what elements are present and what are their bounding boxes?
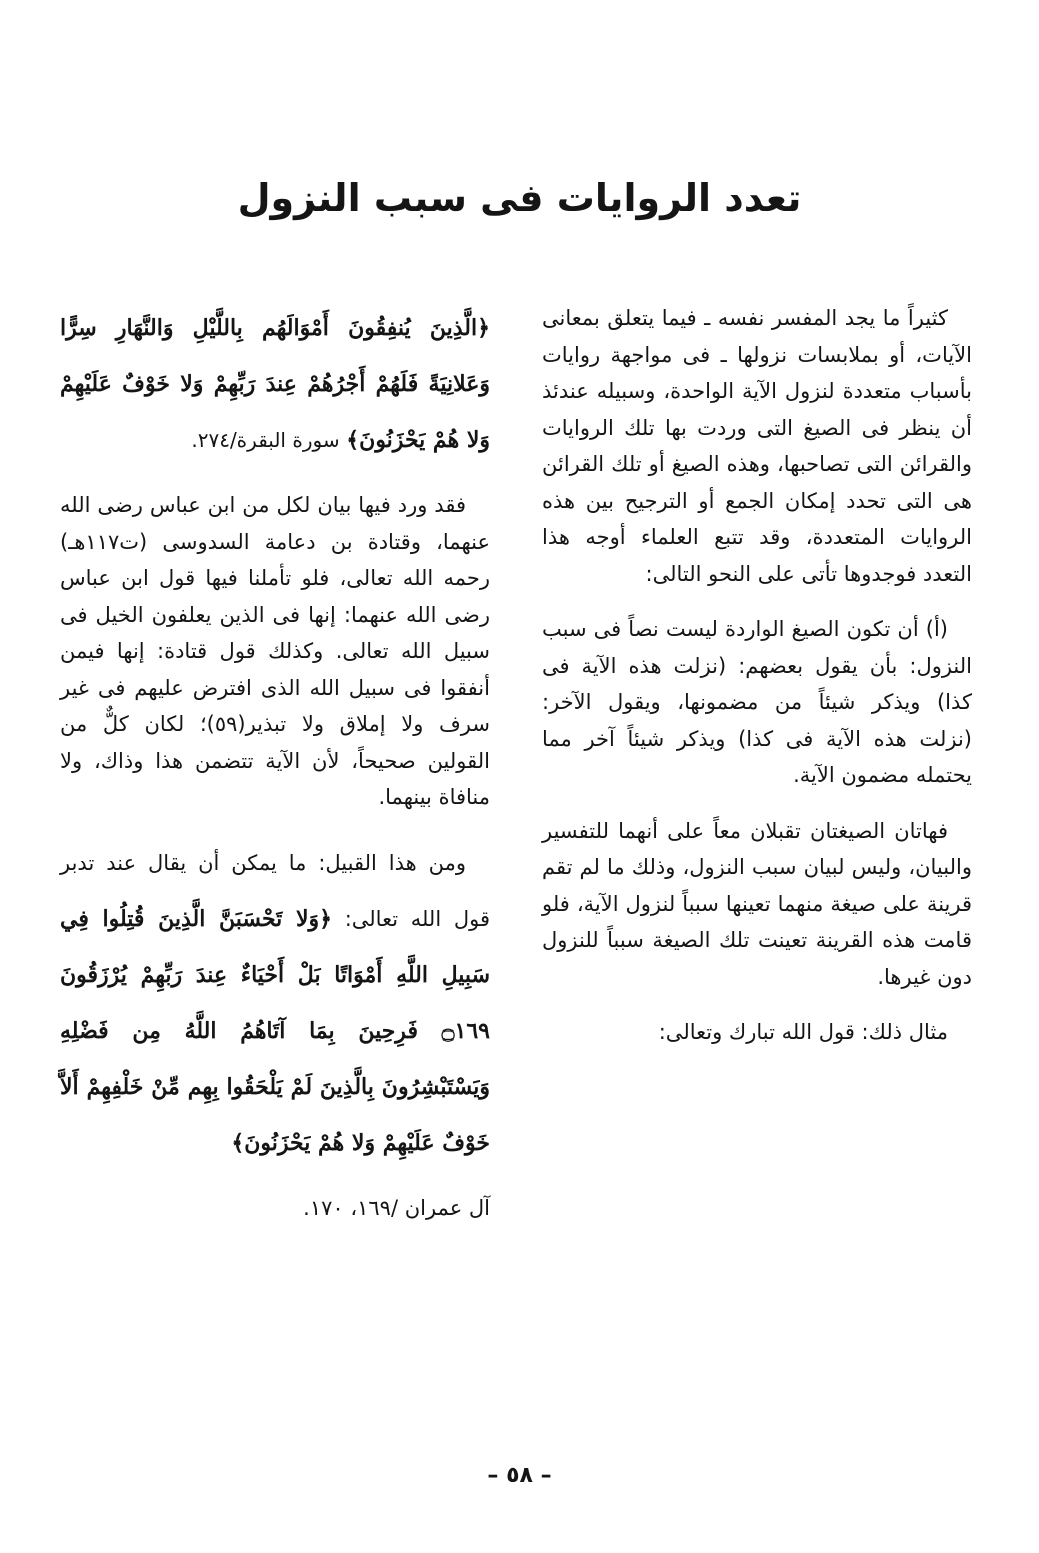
verse-reference: سورة البقرة/٢٧٤. [191,428,340,452]
verse-block [60,300,490,468]
verse-reference: آل عمران /١٦٩، ١٧٠. [303,1195,490,1220]
verse-block [60,835,490,1171]
paragraph: (أ) أن تكون الصيغ الواردة ليست نصاً فى سبب النزول: بأن يقول بعضهم: (نزلت هذه الآية فى كذا) ويذكر شيئاً من مضمونها، ويقول الآخر: (نزلت هذه الآية فى كذا) ويذكر شيئاً آخر مما يحتمله مضمون الآية. [542,617,972,787]
right-column [542,300,972,1070]
page-title: تعدد الروايات فى سبب النزول [237,176,802,220]
paragraph: فهاتان الصيغتان تقبلان معاً على أنهما للتفسير والبيان، وليس لبيان سبب النزول، وذلك ما لم تقم قرينة على صيغة منهما تعينها سبباً لنزول الآية، فلو قامت هذه القرينة تعينت تلك الصيغة سبباً للنزول دون غيرها. [542,818,972,989]
paragraph-intro: ومن هذا القبيل: ما يمكن أن يقال عند تدبر قول الله تعالى: [60,850,490,931]
left-column [60,300,490,1245]
paragraph: مثال ذلك: قول الله تبارك وتعالى: [658,1020,948,1044]
page-number: – ٥٨ – [487,1463,552,1488]
paragraph: كثيراً ما يجد المفسر نفسه ـ فيما يتعلق بمعانى الآيات، أو بملابسات نزولها ـ فى مواجهة روايات بأسباب متعددة لنزول الآية الواحدة، وسبيله عندئذ أن ينظر فى الصيغ التى وردت بها تلك الروايات والقرائن التى تصاحبها، وهذه الصيغ أو تلك القرائن هى التى تحدد إمكان الجمع أو الترجيح بين هذه الروايات المتعددة، وقد تتبع العلماء أوجه هذا التعدد فوجدوها تأتى على النحو التالى: [542,306,972,586]
paragraph: فقد ورد فيها بيان لكل من ابن عباس رضى الله عنهما، وقتادة بن دعامة السدوسى (ت١١٧هـ) رحمه الله تعالى، فلو تأملنا فيها قول ابن عباس رضى الله عنهما: إنها فى الذين يعلفون الخيل فى سبيل الله تعالى. وكذلك قول قتادة: إنها فيمن أنفقوا فى سبيل الله الذى افترض عليهم فى غير سرف ولا إملاق ولا تبذير(٥٩)؛ لكان كلٌّ من القولين صحيحاً، لأن الآية تتضمن هذا وذاك، ولا منافاة بينهما. [60,493,490,809]
quran-verse: ﴿وَلا تَحْسَبَنَّ الَّذِينَ قُتِلُوا فِي سَبِيلِ اللَّهِ أَمْوَاتًا بَلْ أَحْيَاءٌ عِندَ رَبِّهِمْ يُرْزَقُونَ ۝١٦٩ فَرِحِينَ بِمَا آتَاهُمُ اللَّهُ مِن فَضْلِهِ وَيَسْتَبْشِرُونَ بِالَّذِينَ لَمْ يَلْحَقُوا بِهِم مِّنْ خَلْفِهِمْ أَلاَّ خَوْفٌ عَلَيْهِمْ وَلا هُمْ يَحْزَنُونَ﴾ [60,905,490,1156]
quran-verse: ﴿الَّذِينَ يُنفِقُونَ أَمْوَالَهُم بِاللَّيْلِ وَالنَّهَارِ سِرًّا وَعَلانِيَةً فَلَهُمْ أَجْرُهُمْ عِندَ رَبِّهِمْ وَلا خَوْفٌ عَلَيْهِمْ وَلا هُمْ يَحْزَنُونَ﴾ [60,315,490,453]
